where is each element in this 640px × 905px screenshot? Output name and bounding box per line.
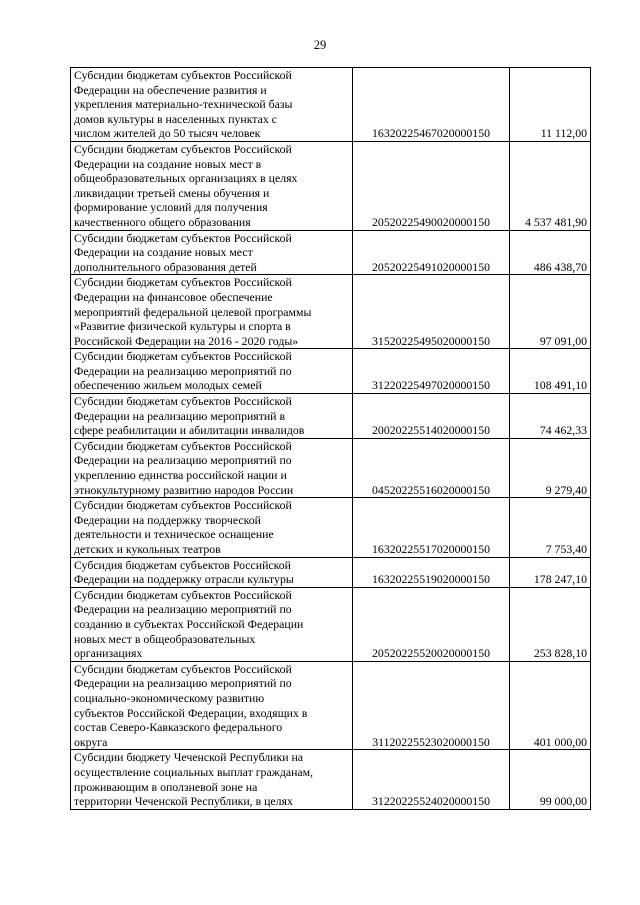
budget-table-body [71,68,591,810]
description-line: Федерации на финансовое обеспечение [74,289,273,304]
description-line: осуществление социальных выплат гражданам, [74,764,314,779]
subsidy-description [71,394,353,439]
description-line: дополнительного образования детей [74,259,257,274]
description-line: Субсидии бюджетам субъектов Российской [74,498,292,513]
description-line: созданию в субъектах Российской Федерации [74,616,304,631]
description-line: Субсидии бюджетам субъектов Российской [74,275,292,290]
table-row [71,750,591,809]
table-row [71,275,591,349]
description-line: ликвидации третьей смены обучения и [74,185,270,200]
description-line: Субсидия бюджетам субъектов Российской [74,557,291,572]
subsidy-description [71,230,353,275]
subsidy-description [71,587,353,661]
description-line: социально-экономическому развитию [74,690,265,705]
description-line: субъектов Российской Федерации, входящих в [74,705,308,720]
description-line: формирование условий для получения [74,200,268,215]
description-line: Субсидии бюджетам субъектов Российской [74,68,292,82]
amount: 253 828,10 [510,587,591,661]
amount: 97 091,00 [510,275,591,349]
description-line: округа [74,734,108,749]
amount: 99 000,00 [510,750,591,809]
description-line: Субсидии бюджетам субъектов Российской [74,587,292,602]
description-line: укрепления материально-технической базы [74,97,293,112]
description-line: качественного общего образования [74,214,251,229]
table-row [71,557,591,587]
description-line: сфере реабилитации и абилитации инвалидов [74,423,305,438]
budget-classification-code: 31220225524020000150 [353,750,510,809]
description-line: Федерации на реализацию мероприятий по [74,363,292,378]
amount: 4 537 481,90 [510,141,591,230]
amount: 11 112,00 [510,68,591,142]
description-line: Субсидии бюджетам субъектов Российской [74,394,292,409]
subsidy-description [71,498,353,557]
table-row [71,661,591,750]
subsidy-description [71,438,353,497]
budget-classification-code: 04520225516020000150 [353,438,510,497]
table-row [71,587,591,661]
table-row [71,438,591,497]
description-line: деятельности и техническое оснащение [74,527,274,542]
description-line: Федерации на поддержку творческой [74,512,261,527]
description-line: Федерации на создание новых мест [74,245,253,260]
description-line: домов культуры в населенных пунктах с [74,111,277,126]
description-line: Федерации на поддержку отрасли культуры [74,572,294,587]
budget-classification-code: 31220225497020000150 [353,349,510,394]
budget-classification-code: 20520225491020000150 [353,230,510,275]
table-row [71,394,591,439]
amount: 108 491,10 [510,349,591,394]
description-line: состав Северо-Кавказского федерального [74,720,283,735]
description-line: детских и кукольных театров [74,542,221,556]
budget-classification-code: 20520225490020000150 [353,141,510,230]
description-line: обеспечению жильем молодых семей [74,378,262,393]
description-line: этнокультурному развитию народов России [74,482,294,497]
table-row [71,349,591,394]
description-line: Субсидии бюджетам субъектов Российской [74,438,292,453]
budget-classification-code: 16320225519020000150 [353,557,510,587]
description-line: укреплению единства российской нации и [74,468,287,483]
description-line: Федерации на создание новых мест в [74,156,262,171]
description-line: Федерации на реализацию мероприятий по [74,602,292,617]
budget-classification-code: 16320225467020000150 [353,68,510,142]
amount: 9 279,40 [510,438,591,497]
amount: 178 247,10 [510,557,591,587]
description-line: Федерации на реализацию мероприятий в [74,408,286,423]
budget-table [70,67,591,810]
amount: 74 462,33 [510,394,591,439]
description-line: Субсидии бюджетам субъектов Российской [74,661,292,676]
description-line: «Развитие физической культуры и спорта в [74,319,291,334]
description-line: новых мест в общеобразовательных [74,631,256,646]
description-line: организациях [74,646,143,661]
table-row [71,68,591,142]
budget-classification-code: 31520225495020000150 [353,275,510,349]
budget-classification-code: 16320225517020000150 [353,498,510,557]
description-line: проживающим в оползневой зоне на [74,779,258,794]
description-line: Федерации на обеспечение развития и [74,82,267,97]
description-line: числом жителей до 50 тысяч человек [74,126,261,141]
description-line: территории Чеченской Республики, в целях [74,794,293,809]
budget-classification-code: 31120225523020000150 [353,661,510,750]
subsidy-description [71,750,353,809]
budget-classification-code: 20520225520020000150 [353,587,510,661]
subsidy-description [71,557,353,587]
description-line: Субсидии бюджетам субъектов Российской [74,141,292,156]
description-line: общеобразовательных организациях в целях [74,171,298,186]
subsidy-description [71,275,353,349]
table-row [71,498,591,557]
page-number: 29 [313,38,327,52]
table-row [71,230,591,275]
description-line: мероприятий федеральной целевой программы [74,304,312,319]
description-line: Федерации на реализацию мероприятий по [74,453,292,468]
description-line: Субсидии бюджетам субъектов Российской [74,230,292,245]
description-line: Субсидии бюджетам субъектов Российской [74,349,292,364]
description-line: Российской Федерации на 2016 - 2020 годы» [74,333,299,348]
amount: 7 753,40 [510,498,591,557]
amount: 401 000,00 [510,661,591,750]
description-line: Федерации на реализацию мероприятий по [74,676,292,691]
description-line: Субсидии бюджету Чеченской Республики на [74,750,304,765]
budget-classification-code: 20020225514020000150 [353,394,510,439]
subsidy-description [71,68,353,142]
subsidy-description [71,141,353,230]
table-row [71,141,591,230]
subsidy-description [71,661,353,750]
subsidy-description [71,349,353,394]
amount: 486 438,70 [510,230,591,275]
